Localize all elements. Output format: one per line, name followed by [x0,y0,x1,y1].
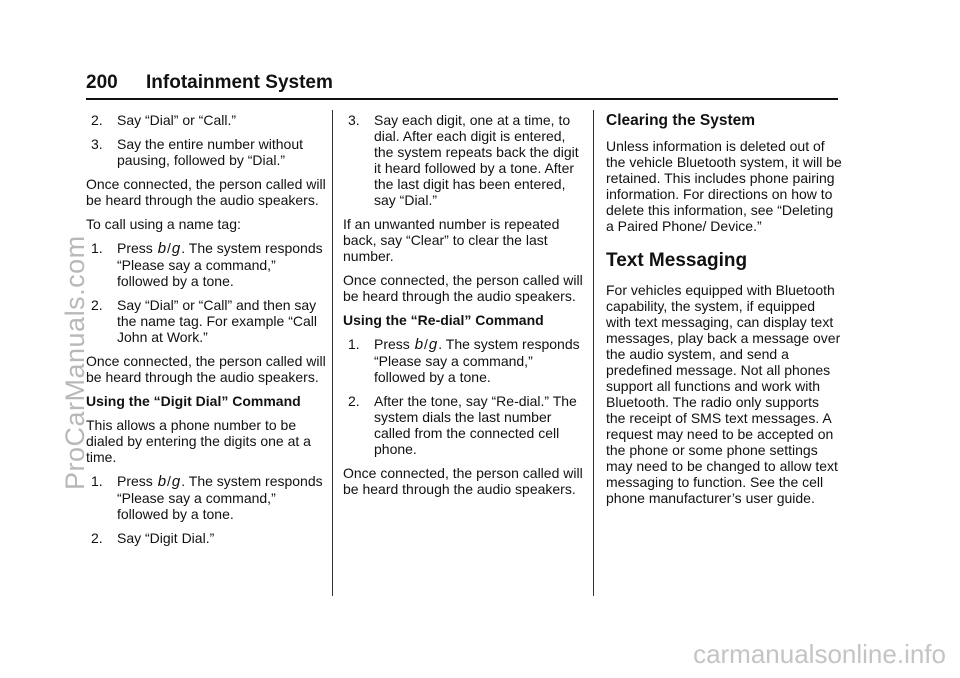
step-number: 1. [348,336,360,352]
step-text: Say the entire number without pausing, followed by “Dial.” [117,136,303,168]
step-text-post: . The system responds “Please say a command,” followed by a tone. [117,473,323,522]
step-text: After the tone, say “Re-dial.” The system dials the last number called from the connected cell phone. [374,393,577,457]
paragraph: Once connected, the person called will be heard through the audio speakers. [86,353,326,385]
section-heading-text-messaging: Text Messaging [606,250,748,271]
icon-separator: / [424,336,428,352]
page-title: Infotainment System [146,72,333,93]
paragraph: If an unwanted number is repeated back, say “Clear” to clear the last number. [343,216,560,264]
step-text-post: . The system responds “Please say a command,” followed by a tone. [374,336,580,385]
step-text: Say each digit, one at a time, to dial. After each digit is entered, the system repeats back the digit it heard followed by a tone. After the last digit has been entered, say “Dial.” [374,112,579,208]
step-number: 1. [91,240,103,256]
paragraph: For vehicles equipped with Bluetooth capability, the system, if equipped with text messaging, can display text messages, play back a message over the audio system, and send a predefined message. Not all phones support all functions and work with Bluetooth. The radio only supports the receipt of SMS text messages. A request may need to be accepted on the phone or some phone settings may need to be changed to allow text messaging to function. See the cell phone manufacturer’s user guide. [606,282,841,506]
step-text: Say “Dial” or “Call” and then say the name tag. For example “Call John at Work.” [117,297,317,345]
paragraph: Once connected, the person called will be heard through the audio speakers. [86,176,326,208]
list-item [86,112,326,128]
paragraph: Once connected, the person called will be heard through the audio speakers. [343,272,583,304]
step-number: 2. [91,530,103,546]
step-number: 2. [91,112,103,128]
list-item [343,336,583,385]
list-item [86,297,326,345]
header-rule [86,98,838,100]
subheading: Using the “Re-dial” Command [343,312,544,328]
paragraph: Unless information is deleted out of the vehicle Bluetooth system, it will be retained. This includes phone pairing information. For directions on how to delete this information, see “Deleting a Paired Phone/ Device.” [606,138,842,234]
step-number: 3. [348,112,360,128]
list-item [343,112,583,208]
column-3 [606,112,842,514]
column-divider [332,110,333,596]
column-1 [86,112,326,554]
steering-talk-icon: b [157,240,167,257]
step-text-pre: Press [117,473,153,489]
subheading: Using the “Digit Dial” Command [86,393,301,409]
phone-talk-icon: g [428,336,438,353]
step-text-pre: Press [117,240,153,256]
step-text-pre: Press [374,336,410,352]
list-item [86,530,326,546]
paragraph: To call using a name tag: [86,216,241,232]
paragraph: Once connected, the person called will be heard through the audio speakers. [343,465,583,497]
section-heading-clearing: Clearing the System [606,112,756,129]
list-item [86,240,326,289]
list-item [343,393,583,457]
list-item [86,136,326,168]
step-number: 2. [348,393,360,409]
watermark-bottom: carmanualsonline.info [693,639,946,669]
phone-talk-icon: g [171,240,181,257]
step-number: 3. [91,136,103,152]
icon-separator: / [167,240,171,256]
step-number: 2. [91,297,103,313]
paragraph: This allows a phone number to be dialed by entering the digits one at a time. [86,417,311,465]
steering-talk-icon: b [414,336,424,353]
step-text-post: . The system responds “Please say a command,” followed by a tone. [117,240,323,289]
step-text: Say “Dial” or “Call.” [117,112,237,128]
icon-separator: / [167,473,171,489]
page-header [86,72,838,100]
list-item [86,473,326,522]
step-number: 1. [91,473,103,489]
step-text: Say “Digit Dial.” [117,530,215,546]
steering-talk-icon: b [157,473,167,490]
phone-talk-icon: g [171,473,181,490]
page-number: 200 [86,72,118,93]
column-divider [593,110,594,596]
watermark-left: ProCarManuals.com [60,235,90,490]
column-2 [343,112,583,505]
